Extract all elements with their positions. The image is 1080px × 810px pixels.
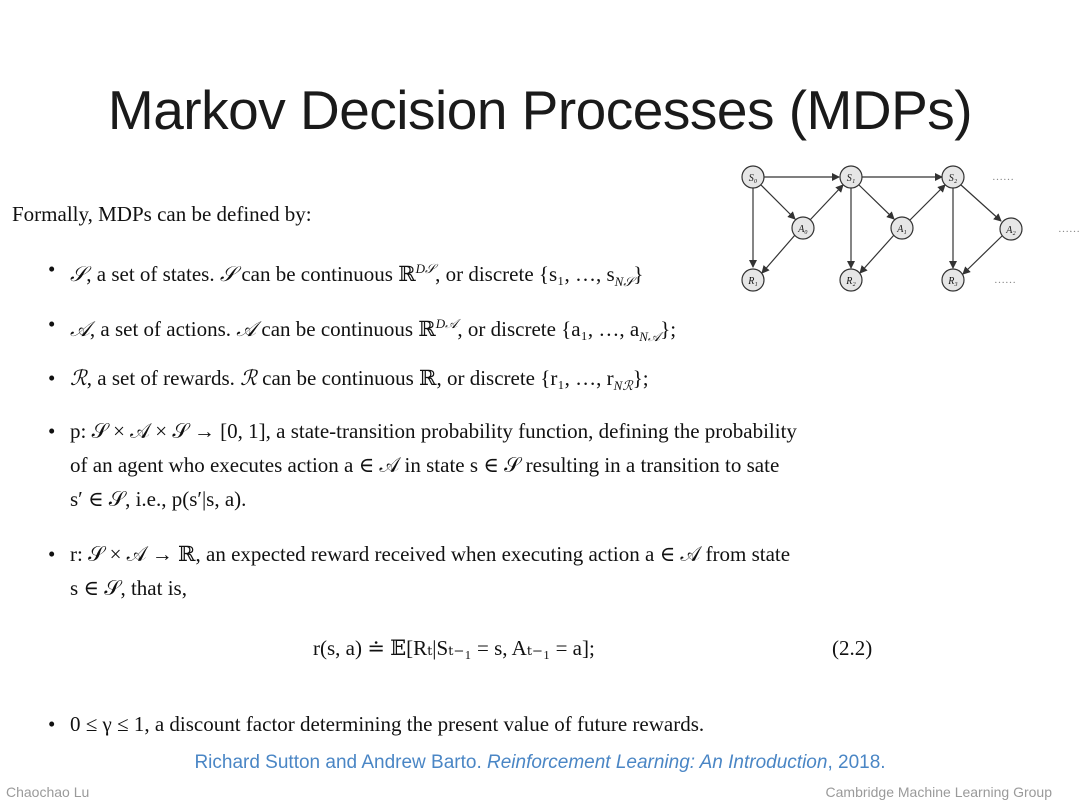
ellipsis-rewards: …… [994,274,1016,286]
citation-year: , 2018. [827,752,886,773]
ellipsis-actions: …… [1058,223,1080,235]
bullet-actions-text: 𝒜, a set of actions. 𝒜 can be continuous ℝ$^{D𝒜}$, or discrete {a₁, …, $a_{N𝒜}$}; [70,316,677,345]
bullet-rewards-text: ℛ, a set of rewards. ℛ can be continuous ℝ, or discrete {r₁, …, $r_{Nℛ}$}; [70,366,649,394]
reward-fn-line-2: s ∈ 𝒮, that is, [70,576,187,600]
label-s1: S₁ [846,173,856,184]
label-s0: S₀ [748,173,758,184]
bullet-dot: • [48,312,56,336]
label-a0: A₀ [798,224,808,235]
edge-s1-a1 [859,185,894,219]
label-r2: R₂ [846,276,856,287]
equation-number: (2.2) [832,636,873,660]
mdp-diagram [738,160,1080,300]
edge-a0-r1 [762,235,795,273]
label-r1: R₁ [748,276,758,287]
citation-book: Reinforcement Learning: An Introduction [487,752,828,773]
ellipsis-states: …… [992,171,1014,183]
slide-title: Markov Decision Processes (MDPs) [107,79,973,141]
equation-expression: r(s, a) ≐ 𝔼[Rₜ|Sₜ₋₁ = s, Aₜ₋₁ = a]; [313,636,595,660]
label-r3: R₃ [948,276,958,287]
bullet-reward-function-text [70,537,888,605]
transition-line-3: s′ ∈ 𝒮, i.e., p(s′|s, a). [70,487,247,511]
bullet-dot: • [48,712,56,736]
transition-line-1: p: 𝒮 × 𝒜 × 𝒮 → [0, 1], a state-transition probability function, defining the probability [70,419,797,443]
bullet-discount-text: 0 ≤ γ ≤ 1, a discount factor determining the present value of future rewards. [70,712,705,736]
intro-text: Formally, MDPs can be defined by: [12,202,312,226]
edge-s0-a0 [761,185,795,219]
edge-a2-r3 [963,236,1002,274]
edge-s2-a2 [961,185,1001,221]
label-s2: S₂ [948,173,958,184]
reward-fn-line-1: r: 𝒮 × 𝒜 → ℝ, an expected reward received when executing action a ∈ 𝒜 from state [70,542,791,566]
citation [0,752,1080,774]
transition-line-2: of an agent who executes action a ∈ 𝒜 in state s ∈ 𝒮 resulting in a transition to sate [70,453,780,477]
edge-a1-r2 [860,235,894,273]
bullet-dot: • [48,257,56,281]
bullet-dot: • [48,366,56,390]
edge-a1-s2 [910,185,945,220]
label-a1: A₁ [897,224,907,235]
bullet-states-text: 𝒮, a set of states. 𝒮 can be continuous ℝ$^{D𝒮}$, or discrete {s₁, …, $s_{N𝒮}$} [70,261,644,290]
edge-a0-s1 [810,185,843,220]
bullet-transition-text [70,414,888,516]
footer-author: Chaochao Lu [6,784,90,800]
label-a2: A₂ [1006,225,1016,236]
footer-group: Cambridge Machine Learning Group [825,784,1052,800]
citation-authors: Richard Sutton and Andrew Barto. [194,752,487,773]
bullet-dot: • [48,542,56,566]
bullet-dot: • [48,419,56,443]
